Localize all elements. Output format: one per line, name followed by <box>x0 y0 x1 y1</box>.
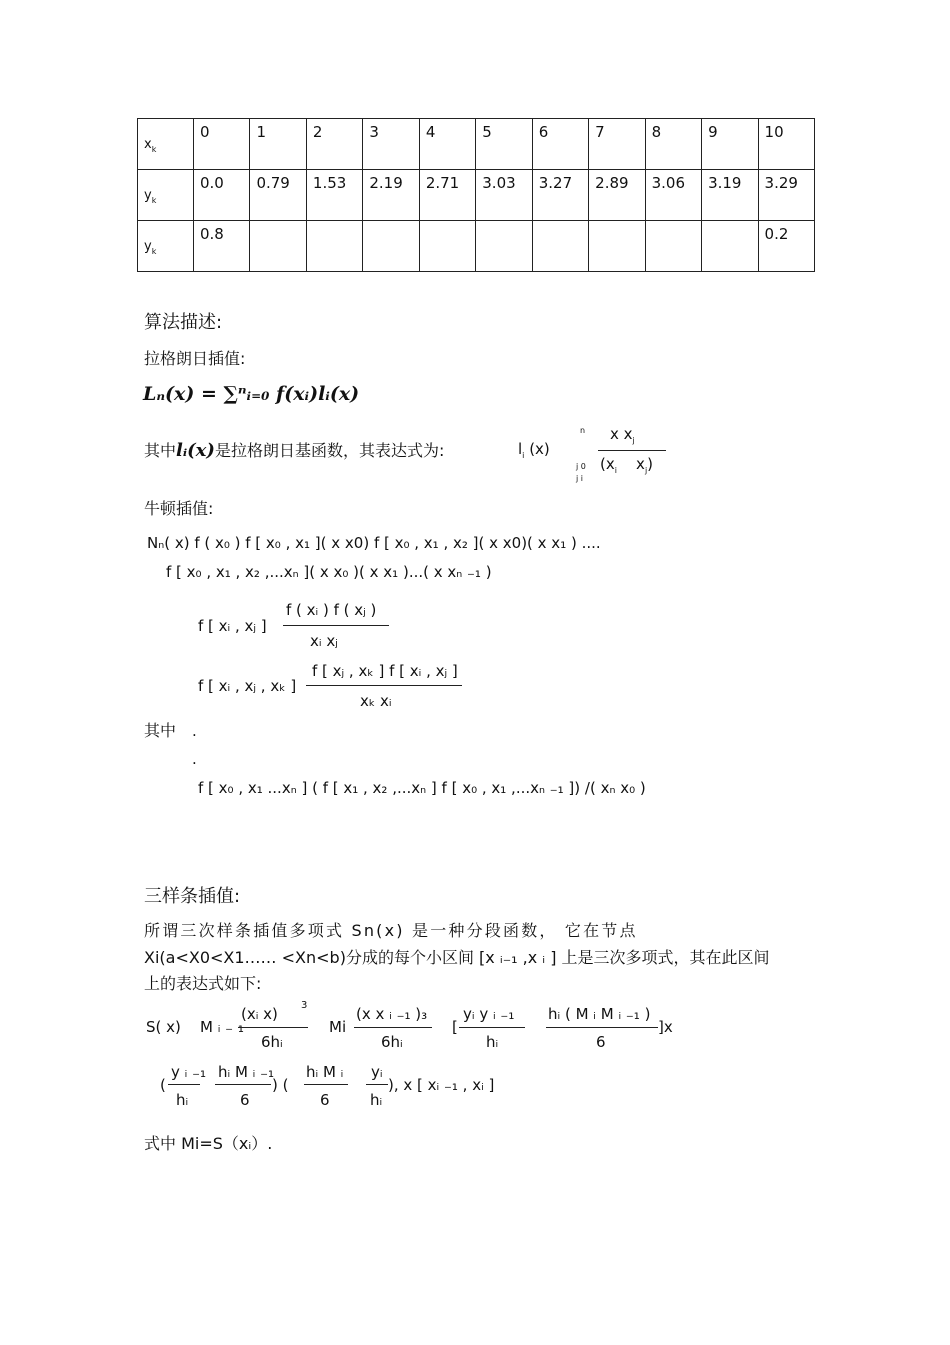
table-cell <box>532 221 588 272</box>
spline-term4-denominator: 6 <box>596 1033 606 1051</box>
spline-term1-power: 3 <box>301 1000 308 1011</box>
table-cell: 9 <box>702 119 758 170</box>
table-cell <box>645 221 701 272</box>
spline-row2-term3-numerator: hᵢ M ᵢ <box>306 1063 344 1081</box>
newton-where: 其中 <box>144 721 177 740</box>
table-cell: 1.53 <box>306 170 362 221</box>
table-cell: 7 <box>589 119 645 170</box>
table-row <box>138 221 815 272</box>
divided-diff2-lhs: f [ xᵢ , xⱼ , xₖ ] <box>198 677 297 695</box>
table-cell: 2.19 <box>363 170 419 221</box>
spline-term4-numerator: hᵢ ( M ᵢ M ᵢ ₋₁ ) <box>548 1005 651 1023</box>
spline-term1-numerator: (xᵢ x) <box>241 1005 278 1023</box>
table-cell: 3.29 <box>758 170 814 221</box>
spline-term1-coef: M ᵢ ₋ ₁ <box>200 1018 244 1036</box>
table-cell <box>419 221 475 272</box>
row-label <box>138 221 194 272</box>
row-label-sub: k <box>151 196 157 205</box>
li-product-index-1: j 0 <box>576 462 586 471</box>
spline-lhs: S( x) <box>146 1018 181 1036</box>
newton-dot-1: . <box>192 722 197 740</box>
lagrange-desc-li: lᵢ(x) <box>176 440 215 461</box>
li-lhs: $l_i$ (x) <box>518 440 550 460</box>
table-cell <box>363 221 419 272</box>
divided-diff1-line <box>283 625 389 626</box>
data-table <box>137 118 815 272</box>
row-label <box>138 119 194 170</box>
table-cell <box>250 221 306 272</box>
table-cell <box>306 221 362 272</box>
spline-row2-term1-line <box>168 1084 200 1085</box>
spline-row2-open: ( <box>160 1076 166 1094</box>
spline-row2-term2-denominator: 6 <box>240 1091 250 1109</box>
table-cell: 3 <box>363 119 419 170</box>
table-cell: 2 <box>306 119 362 170</box>
table-cell: 0 <box>194 119 250 170</box>
lagrange-heading: 拉格朗日插值: <box>144 349 246 368</box>
table-cell: 3.06 <box>645 170 701 221</box>
divided-diff2-denominator: xₖ xᵢ <box>360 692 392 710</box>
table-cell: 4 <box>419 119 475 170</box>
spline-term3-numerator: yᵢ y ᵢ ₋₁ <box>463 1005 515 1023</box>
table-cell: 2.89 <box>589 170 645 221</box>
newton-general-difference: f [ x₀ , x₁ ...xₙ ] ( f [ x₁ , x₂ ,...xₙ ] f [ x₀ , x₁ ,...xₙ ₋₁ ]) /( xₙ x₀ ) <box>198 779 646 797</box>
spline-term2-denominator: 6hᵢ <box>381 1033 403 1051</box>
spline-paragraph-line2: Xi(a<X0<X1…… <Xn<b)分成的每个小区间 [x ᵢ₋₁ ,x ᵢ ] 上是三次多项式，其在此区间 <box>144 948 770 967</box>
section-algorithm-heading: 算法描述: <box>144 312 223 333</box>
table-cell: 3.19 <box>702 170 758 221</box>
table-cell: 2.71 <box>419 170 475 221</box>
spline-term2-numerator: (x x ᵢ ₋₁ )₃ <box>356 1005 428 1023</box>
spline-term4-close: ]x <box>658 1018 673 1036</box>
spline-row2-term4-denominator: hᵢ <box>370 1091 383 1109</box>
table-cell: 1 <box>250 119 306 170</box>
lagrange-formula: Lₙ(x) = ∑ⁿᵢ₌₀ f(xᵢ)lᵢ(x) <box>143 383 360 405</box>
table-row <box>138 170 815 221</box>
divided-diff2-numerator: f [ xⱼ , xₖ ] f [ xᵢ , xⱼ ] <box>312 662 458 680</box>
spline-row2-term2-line <box>215 1084 271 1085</box>
table-cell: 6 <box>532 119 588 170</box>
table-cell: 0.2 <box>758 221 814 272</box>
table-cell: 8 <box>645 119 701 170</box>
spline-row2-term2-numerator: hᵢ M ᵢ ₋₁ <box>218 1063 275 1081</box>
spline-row2-term1-numerator: y ᵢ ₋₁ <box>171 1063 207 1081</box>
spline-row2-term3-line <box>304 1084 348 1085</box>
lagrange-description <box>144 438 444 461</box>
li-product-index-2: j i <box>576 474 583 483</box>
li-denominator: ($x_i$ $x_j$) <box>600 455 654 475</box>
spline-row2-term4-line <box>366 1084 388 1085</box>
spline-term2-line <box>354 1027 432 1028</box>
table-cell: 5 <box>476 119 532 170</box>
newton-dot-2: . <box>192 750 197 768</box>
li-numerator: x $x_j$ <box>610 425 635 445</box>
spline-term2-coef: Mi <box>329 1018 347 1036</box>
lagrange-desc-suffix: 是拉格朗日基函数，其表达式为: <box>214 441 445 460</box>
table-cell <box>476 221 532 272</box>
table-cell <box>702 221 758 272</box>
spline-footer: 式中 Mi=S（xᵢ）. <box>144 1134 273 1153</box>
divided-diff1-numerator: f ( xᵢ ) f ( xⱼ ) <box>286 601 377 619</box>
spline-paragraph-line3: 上的表达式如下: <box>144 974 262 993</box>
table-cell <box>589 221 645 272</box>
spline-term1-denominator: 6hᵢ <box>261 1033 283 1051</box>
row-label-base: x <box>144 137 152 152</box>
spline-row2-term4-numerator: yᵢ <box>371 1063 383 1081</box>
row-label-sub: k <box>151 247 157 256</box>
table-cell: 0.8 <box>194 221 250 272</box>
spline-term3-denominator: hᵢ <box>486 1033 499 1051</box>
newton-formula-line2: f [ x₀ , x₁ , x₂ ,...xₙ ]( x x₀ )( x x₁ )...( x xₙ ₋₁ ) <box>166 563 492 581</box>
spline-term3-line <box>459 1027 525 1028</box>
spline-row2-tail: ), x [ xᵢ ₋₁ , xᵢ ] <box>388 1076 495 1094</box>
spline-term3-open-bracket: [ <box>452 1018 458 1036</box>
divided-diff1-denominator: xᵢ xⱼ <box>310 632 338 650</box>
table-cell: 3.03 <box>476 170 532 221</box>
spline-row2-term1-denominator: hᵢ <box>176 1091 189 1109</box>
newton-heading: 牛顿插值: <box>144 499 214 518</box>
spline-heading: 三样条插值: <box>144 886 241 907</box>
table-cell: 3.27 <box>532 170 588 221</box>
table-cell: 10 <box>758 119 814 170</box>
row-label <box>138 170 194 221</box>
divided-diff2-line <box>306 685 462 686</box>
spline-row2-middle: ) ( <box>272 1076 289 1094</box>
row-label-base: y <box>144 239 152 254</box>
li-fraction-line <box>598 450 666 451</box>
table-row <box>138 119 815 170</box>
spline-paragraph-line1: 所谓三次样条插值多项式 Sn(x) 是一种分段函数， 它在节点 <box>144 921 638 940</box>
spline-term1-line <box>238 1027 308 1028</box>
table-cell: 0.0 <box>194 170 250 221</box>
row-label-sub: k <box>151 145 157 154</box>
table-cell: 0.79 <box>250 170 306 221</box>
lagrange-desc-prefix: 其中 <box>144 441 177 460</box>
row-label-base: y <box>144 188 152 203</box>
li-product-upper: n <box>580 426 586 435</box>
divided-diff1-lhs: f [ xᵢ , xⱼ ] <box>198 617 267 635</box>
spline-term4-line <box>546 1027 658 1028</box>
spline-row2-term3-denominator: 6 <box>320 1091 330 1109</box>
newton-formula-line1: Nₙ( x) f ( x₀ ) f [ x₀ , x₁ ]( x x0) f [ x₀ , x₁ , x₂ ]( x x0)( x x₁ ) .... <box>147 534 601 552</box>
